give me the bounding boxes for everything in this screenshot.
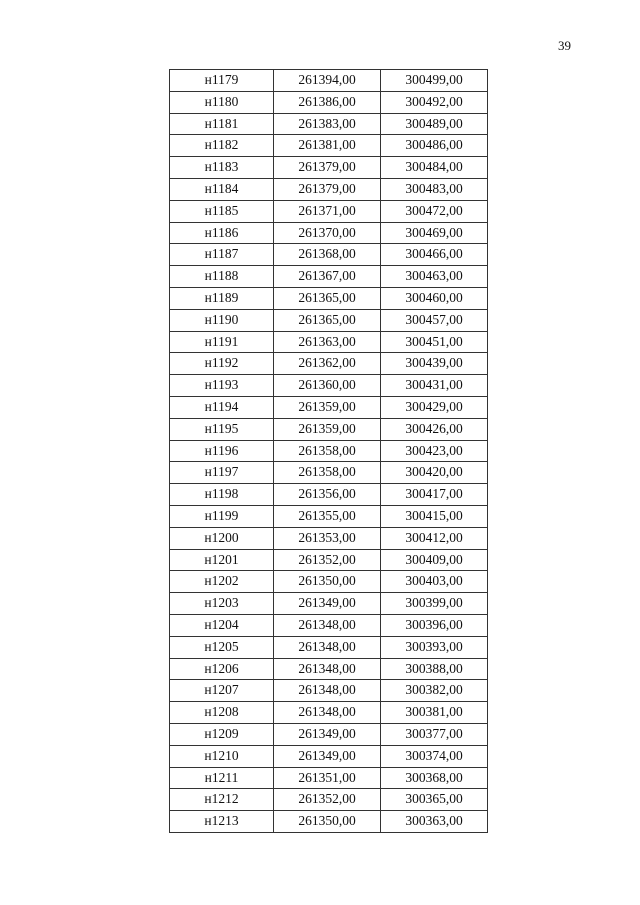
y-coordinate-cell: 300469,00 <box>381 222 488 244</box>
table-row <box>170 484 488 506</box>
y-coordinate-cell: 300399,00 <box>381 593 488 615</box>
x-coordinate-cell: 261352,00 <box>274 789 381 811</box>
table-row <box>170 527 488 549</box>
table-row <box>170 353 488 375</box>
y-coordinate-cell: 300415,00 <box>381 505 488 527</box>
x-coordinate-cell: 261365,00 <box>274 287 381 309</box>
table-row <box>170 505 488 527</box>
table-row <box>170 157 488 179</box>
y-coordinate-cell: 300363,00 <box>381 811 488 833</box>
y-coordinate-cell: 300377,00 <box>381 723 488 745</box>
point-label-cell: н1182 <box>170 135 274 157</box>
table-row <box>170 331 488 353</box>
x-coordinate-cell: 261349,00 <box>274 723 381 745</box>
x-coordinate-cell: 261371,00 <box>274 200 381 222</box>
y-coordinate-cell: 300499,00 <box>381 70 488 92</box>
x-coordinate-cell: 261394,00 <box>274 70 381 92</box>
x-coordinate-cell: 261349,00 <box>274 593 381 615</box>
point-label-cell: н1181 <box>170 113 274 135</box>
point-label-cell: н1200 <box>170 527 274 549</box>
point-label-cell: н1195 <box>170 418 274 440</box>
x-coordinate-cell: 261359,00 <box>274 418 381 440</box>
point-label-cell: н1211 <box>170 767 274 789</box>
table-row <box>170 745 488 767</box>
y-coordinate-cell: 300417,00 <box>381 484 488 506</box>
point-label-cell: н1192 <box>170 353 274 375</box>
table-row <box>170 244 488 266</box>
table-row <box>170 702 488 724</box>
point-label-cell: н1210 <box>170 745 274 767</box>
point-label-cell: н1189 <box>170 287 274 309</box>
y-coordinate-cell: 300393,00 <box>381 636 488 658</box>
x-coordinate-cell: 261383,00 <box>274 113 381 135</box>
point-label-cell: н1196 <box>170 440 274 462</box>
x-coordinate-cell: 261365,00 <box>274 309 381 331</box>
y-coordinate-cell: 300388,00 <box>381 658 488 680</box>
table-row <box>170 222 488 244</box>
point-label-cell: н1180 <box>170 91 274 113</box>
point-label-cell: н1188 <box>170 266 274 288</box>
x-coordinate-cell: 261348,00 <box>274 636 381 658</box>
x-coordinate-cell: 261368,00 <box>274 244 381 266</box>
table-row <box>170 287 488 309</box>
table-row <box>170 91 488 113</box>
x-coordinate-cell: 261367,00 <box>274 266 381 288</box>
table-row <box>170 571 488 593</box>
table-row <box>170 462 488 484</box>
y-coordinate-cell: 300396,00 <box>381 614 488 636</box>
point-label-cell: н1204 <box>170 614 274 636</box>
y-coordinate-cell: 300466,00 <box>381 244 488 266</box>
y-coordinate-cell: 300429,00 <box>381 396 488 418</box>
y-coordinate-cell: 300451,00 <box>381 331 488 353</box>
table-row <box>170 200 488 222</box>
x-coordinate-cell: 261370,00 <box>274 222 381 244</box>
point-label-cell: н1179 <box>170 70 274 92</box>
table-row <box>170 811 488 833</box>
x-coordinate-cell: 261358,00 <box>274 440 381 462</box>
x-coordinate-cell: 261362,00 <box>274 353 381 375</box>
y-coordinate-cell: 300382,00 <box>381 680 488 702</box>
x-coordinate-cell: 261355,00 <box>274 505 381 527</box>
table-row <box>170 266 488 288</box>
x-coordinate-cell: 261350,00 <box>274 811 381 833</box>
y-coordinate-cell: 300374,00 <box>381 745 488 767</box>
table-row <box>170 440 488 462</box>
x-coordinate-cell: 261348,00 <box>274 680 381 702</box>
point-label-cell: н1207 <box>170 680 274 702</box>
y-coordinate-cell: 300472,00 <box>381 200 488 222</box>
point-label-cell: н1191 <box>170 331 274 353</box>
table-row <box>170 636 488 658</box>
x-coordinate-cell: 261363,00 <box>274 331 381 353</box>
x-coordinate-cell: 261356,00 <box>274 484 381 506</box>
y-coordinate-cell: 300420,00 <box>381 462 488 484</box>
x-coordinate-cell: 261379,00 <box>274 178 381 200</box>
table-row <box>170 680 488 702</box>
table-row <box>170 723 488 745</box>
point-label-cell: н1198 <box>170 484 274 506</box>
point-label-cell: н1183 <box>170 157 274 179</box>
point-label-cell: н1197 <box>170 462 274 484</box>
table-row <box>170 135 488 157</box>
x-coordinate-cell: 261348,00 <box>274 658 381 680</box>
x-coordinate-cell: 261348,00 <box>274 614 381 636</box>
point-label-cell: н1201 <box>170 549 274 571</box>
x-coordinate-cell: 261386,00 <box>274 91 381 113</box>
y-coordinate-cell: 300431,00 <box>381 375 488 397</box>
table-row <box>170 178 488 200</box>
y-coordinate-cell: 300463,00 <box>381 266 488 288</box>
point-label-cell: н1213 <box>170 811 274 833</box>
y-coordinate-cell: 300486,00 <box>381 135 488 157</box>
y-coordinate-cell: 300381,00 <box>381 702 488 724</box>
table-row <box>170 309 488 331</box>
x-coordinate-cell: 261358,00 <box>274 462 381 484</box>
x-coordinate-cell: 261352,00 <box>274 549 381 571</box>
x-coordinate-cell: 261381,00 <box>274 135 381 157</box>
y-coordinate-cell: 300484,00 <box>381 157 488 179</box>
y-coordinate-cell: 300403,00 <box>381 571 488 593</box>
x-coordinate-cell: 261350,00 <box>274 571 381 593</box>
x-coordinate-cell: 261360,00 <box>274 375 381 397</box>
point-label-cell: н1186 <box>170 222 274 244</box>
y-coordinate-cell: 300483,00 <box>381 178 488 200</box>
table-row <box>170 396 488 418</box>
y-coordinate-cell: 300460,00 <box>381 287 488 309</box>
y-coordinate-cell: 300489,00 <box>381 113 488 135</box>
y-coordinate-cell: 300457,00 <box>381 309 488 331</box>
x-coordinate-cell: 261379,00 <box>274 157 381 179</box>
y-coordinate-cell: 300412,00 <box>381 527 488 549</box>
point-label-cell: н1199 <box>170 505 274 527</box>
point-label-cell: н1203 <box>170 593 274 615</box>
x-coordinate-cell: 261359,00 <box>274 396 381 418</box>
y-coordinate-cell: 300409,00 <box>381 549 488 571</box>
x-coordinate-cell: 261348,00 <box>274 702 381 724</box>
coordinates-table <box>169 69 488 833</box>
table-row <box>170 113 488 135</box>
point-label-cell: н1185 <box>170 200 274 222</box>
table-row <box>170 767 488 789</box>
point-label-cell: н1187 <box>170 244 274 266</box>
point-label-cell: н1212 <box>170 789 274 811</box>
y-coordinate-cell: 300439,00 <box>381 353 488 375</box>
point-label-cell: н1184 <box>170 178 274 200</box>
table-row <box>170 614 488 636</box>
page-number: 39 <box>558 38 571 53</box>
point-label-cell: н1208 <box>170 702 274 724</box>
y-coordinate-cell: 300368,00 <box>381 767 488 789</box>
y-coordinate-cell: 300492,00 <box>381 91 488 113</box>
x-coordinate-cell: 261349,00 <box>274 745 381 767</box>
y-coordinate-cell: 300365,00 <box>381 789 488 811</box>
point-label-cell: н1206 <box>170 658 274 680</box>
point-label-cell: н1205 <box>170 636 274 658</box>
y-coordinate-cell: 300426,00 <box>381 418 488 440</box>
table-row <box>170 549 488 571</box>
table-row <box>170 418 488 440</box>
point-label-cell: н1190 <box>170 309 274 331</box>
table-row <box>170 789 488 811</box>
table-row <box>170 375 488 397</box>
table-row <box>170 70 488 92</box>
table-row <box>170 658 488 680</box>
table-row <box>170 593 488 615</box>
point-label-cell: н1194 <box>170 396 274 418</box>
y-coordinate-cell: 300423,00 <box>381 440 488 462</box>
x-coordinate-cell: 261353,00 <box>274 527 381 549</box>
x-coordinate-cell: 261351,00 <box>274 767 381 789</box>
point-label-cell: н1202 <box>170 571 274 593</box>
point-label-cell: н1209 <box>170 723 274 745</box>
coordinates-table-body <box>170 70 488 833</box>
point-label-cell: н1193 <box>170 375 274 397</box>
